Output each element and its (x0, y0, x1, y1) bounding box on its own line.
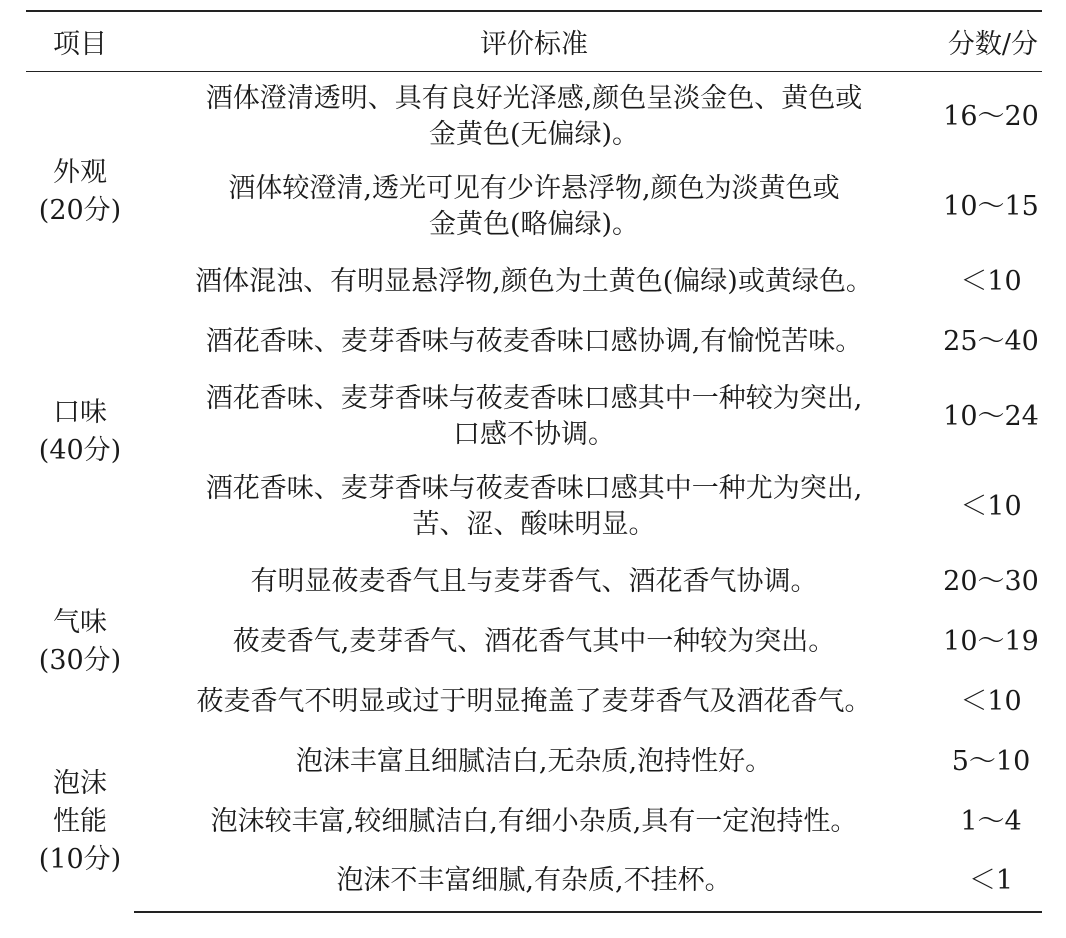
criteria-cell (134, 612, 934, 672)
criteria-cell (134, 72, 934, 162)
score-cell: ＜10 (960, 490, 1022, 522)
criteria-cell (134, 672, 934, 732)
criteria-line: 苦、涩、酸味明显。 (412, 508, 656, 540)
criteria-line: 酒体澄清透明、具有良好光泽感,颜色呈淡金色、黄色或 (205, 82, 863, 114)
criteria-cell (134, 852, 934, 912)
category-name: 口味 (53, 396, 107, 428)
header-criteria: 评价标准 (134, 11, 934, 72)
category-cell-appearance (26, 72, 134, 312)
table-row (26, 72, 1042, 162)
table-row (26, 852, 1042, 912)
category-name: 性能 (53, 805, 107, 837)
category-cell-taste (26, 312, 134, 552)
table-row (26, 552, 1042, 612)
score-cell: 1～4 (960, 805, 1022, 837)
table-row (26, 252, 1042, 312)
category-name: 气味 (53, 606, 107, 638)
criteria-line: 金黄色(略偏绿)。 (428, 208, 640, 240)
criteria-cell (134, 252, 934, 312)
criteria-line: 泡沫丰富且细腻洁白,无杂质,泡持性好。 (295, 745, 773, 777)
table-row (26, 312, 1042, 372)
criteria-cell (134, 732, 934, 792)
criteria-line: 酒花香味、麦芽香味与莜麦香味口感其中一种尤为突出, (205, 472, 863, 504)
category-points: (30分) (38, 644, 122, 676)
score-cell: 10～15 (943, 190, 1039, 222)
score-cell: 16～20 (943, 100, 1039, 132)
category-name: 泡沫 (53, 767, 107, 799)
score-cell: 10～24 (943, 400, 1039, 432)
category-points: (20分) (38, 194, 122, 226)
evaluation-table-container (26, 10, 1042, 913)
table-row (26, 672, 1042, 732)
header-item: 项目 (26, 11, 134, 72)
criteria-line: 口感不协调。 (453, 418, 615, 450)
criteria-line: 金黄色(无偏绿)。 (428, 118, 640, 150)
criteria-line: 莜麦香气不明显或过于明显掩盖了麦芽香气及酒花香气。 (196, 685, 872, 717)
score-cell: 10～19 (943, 625, 1039, 657)
table-row (26, 372, 1042, 462)
category-cell-aroma (26, 552, 134, 732)
score-cell: 5～10 (951, 745, 1031, 777)
criteria-line: 莜麦香气,麦芽香气、酒花香气其中一种较为突出。 (232, 625, 836, 657)
table-row (26, 732, 1042, 792)
table-row (26, 612, 1042, 672)
table-header-row (26, 11, 1042, 72)
score-cell: 20～30 (943, 565, 1039, 597)
criteria-cell (134, 312, 934, 372)
criteria-cell (134, 462, 934, 552)
criteria-line: 酒体混浊、有明显悬浮物,颜色为土黄色(偏绿)或黄绿色。 (195, 265, 873, 297)
category-points: (40分) (38, 434, 122, 466)
table-row (26, 162, 1042, 252)
score-cell: ＜1 (934, 852, 1042, 912)
table-row (26, 462, 1042, 552)
criteria-line: 酒花香味、麦芽香味与莜麦香味口感其中一种较为突出, (205, 382, 863, 414)
criteria-line: 泡沫较丰富,较细腻洁白,有细小杂质,具有一定泡持性。 (210, 805, 858, 837)
score-cell: 25～40 (943, 325, 1039, 357)
category-name: 外观 (53, 156, 107, 188)
header-score: 分数/分 (934, 11, 1042, 72)
table-row (26, 792, 1042, 852)
criteria-cell (134, 162, 934, 252)
score-cell: ＜10 (960, 685, 1022, 717)
score-cell: ＜10 (960, 265, 1022, 297)
criteria-line: 酒体较澄清,透光可见有少许悬浮物,颜色为淡黄色或 (228, 172, 840, 204)
category-cell-foam (26, 732, 134, 912)
evaluation-table (26, 10, 1042, 913)
criteria-cell (134, 552, 934, 612)
criteria-line: 有明显莜麦香气且与麦芽香气、酒花香气协调。 (250, 565, 818, 597)
criteria-cell (134, 792, 934, 852)
criteria-line: 泡沫不丰富细腻,有杂质,不挂杯。 (336, 865, 732, 896)
category-points: (10分) (38, 843, 122, 875)
criteria-line: 酒花香味、麦芽香味与莜麦香味口感协调,有愉悦苦味。 (205, 325, 863, 357)
criteria-cell (134, 372, 934, 462)
